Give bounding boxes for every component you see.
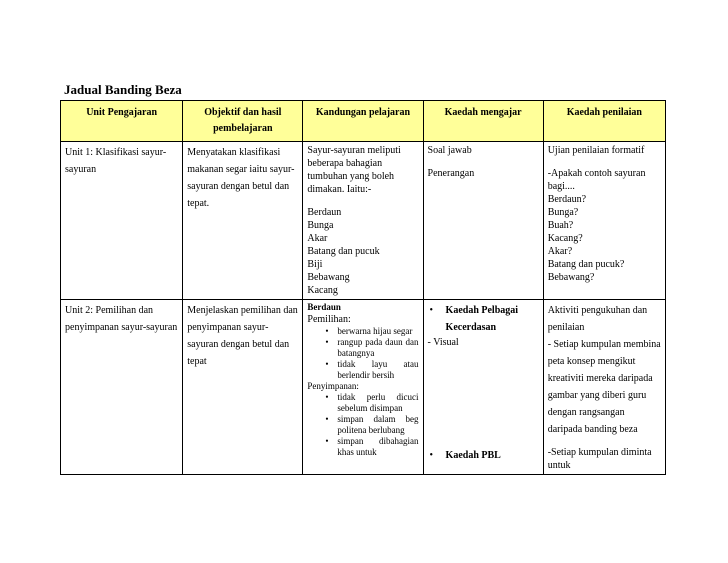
list-item: • tidak layu atau berlendir bersih <box>337 359 418 381</box>
cell-kaedah <box>423 300 543 475</box>
kandungan-intro: Sayur-sayuran meliputi beberapa bahagian tumbuhan yang boleh dimakan. Iaitu:- <box>307 145 401 195</box>
list-item: Batang dan pucuk <box>307 246 380 257</box>
list-item: Kacang <box>307 285 338 296</box>
objektif-text: Menjelaskan pemilihan dan penyimpanan sayur-sayuran dengan betul dan tepat <box>187 305 298 367</box>
cell-penilaian <box>543 300 665 475</box>
kaedah-item: • Kaedah PBL <box>428 449 539 462</box>
cell-penilaian <box>543 142 665 300</box>
list-item: Akar? <box>547 246 573 257</box>
list-item: • simpan dalam beg politena berlubang <box>337 414 418 436</box>
header-kaedah-penilaian: Kaedah penilaian <box>543 101 665 142</box>
cell-unit <box>61 300 183 475</box>
cell-kandungan <box>303 142 423 300</box>
unit-text: Unit 2: Pemilihan dan penyimpanan sayur-sayuran <box>65 305 178 333</box>
list-item: • rangup pada daun dan batangnya <box>337 337 418 359</box>
unit-text: Unit 1: Klasifikasi sayur-sayuran <box>65 147 167 175</box>
list-item: Buah? <box>547 220 574 231</box>
kaedah-item: Penerangan <box>427 168 475 179</box>
page-title: Jadual Banding Beza <box>64 82 182 97</box>
penilaian-line: - Setiap kumpulan membina peta konsep mengikut kreativiti mereka daripada gambar yang diberi guru dengan rangsangan daripada banding beza <box>547 339 661 435</box>
table-row <box>61 142 666 300</box>
kandungan-heading: Berdaun <box>307 302 341 312</box>
cell-kandungan <box>303 300 423 475</box>
penilaian-line: Ujian penilaian formatif <box>547 145 645 156</box>
header-kaedah-mengajar: Kaedah mengajar <box>423 101 543 142</box>
list-item: Biji <box>307 259 323 270</box>
comparison-table <box>60 100 666 475</box>
list-item: Berdaun <box>307 207 342 218</box>
list-item: -Apakah contoh sayuran bagi.... <box>547 168 646 192</box>
table-row <box>61 300 666 475</box>
header-kandungan: Kandungan pelajaran <box>303 101 423 142</box>
list-item: Kacang? <box>547 233 583 244</box>
cell-kaedah <box>423 142 543 300</box>
list-item: • berwarna hijau segar <box>337 326 418 337</box>
kaedah-item: • Kaedah Pelbagai Kecerdasan <box>428 302 539 336</box>
kandungan-heading: Pemilihan: <box>307 314 351 325</box>
objektif-text: Menyatakan klasifikasi makanan segar iaitu sayur-sayuran dengan betul dan tepat. <box>187 147 295 209</box>
pemilihan-list <box>307 326 418 381</box>
header-unit: Unit Pengajaran <box>61 101 183 142</box>
list-item: Batang dan pucuk? <box>547 259 625 270</box>
penilaian-line: Aktiviti pengukuhan dan penilaian <box>547 305 648 333</box>
cell-objektif <box>183 142 303 300</box>
table-header-row <box>61 101 666 142</box>
kaedah-item: Soal jawab <box>427 145 472 156</box>
list-item: Bunga? <box>547 207 579 218</box>
penyimpanan-list <box>307 392 418 458</box>
cell-unit <box>61 142 183 300</box>
kaedah-sub: - Visual <box>427 337 459 348</box>
list-item: • simpan dibahagian khas untuk <box>337 436 418 458</box>
list-item: Berdaun? <box>547 194 587 205</box>
list-item: • tidak perlu dicuci sebelum disimpan <box>337 392 418 414</box>
list-item: Bunga <box>307 220 334 231</box>
list-item: Akar <box>307 233 328 244</box>
header-objektif: Objektif dan hasil pembelajaran <box>183 101 303 142</box>
kandungan-heading: Penyimpanan: <box>307 381 359 391</box>
list-item: Bebawang <box>307 272 350 283</box>
list-item: Bebawang? <box>547 272 595 283</box>
cell-objektif <box>183 300 303 475</box>
penilaian-line: -Setiap kumpulan diminta untuk <box>547 447 652 471</box>
